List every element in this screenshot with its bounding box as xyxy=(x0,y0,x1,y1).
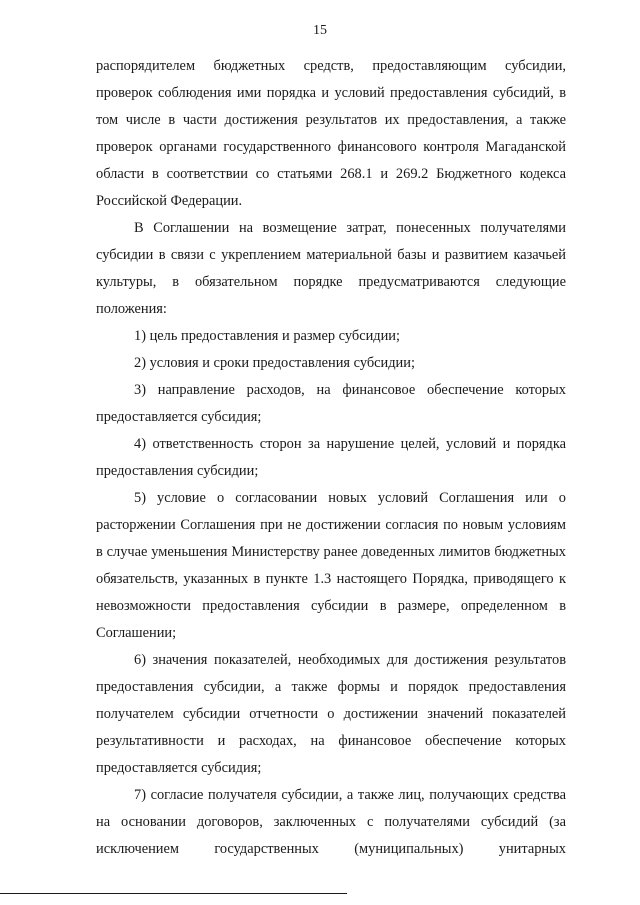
list-item-5: 5) условие о согласовании новых условий Соглашения или о расторжении Соглашения при не достижении согласия по новым условиям в случае уменьшения Министерству ранее доведенных лимитов бюджетных обязательств, указанных в пункте 1.3 настоящего Порядка, приводящего к невозможности предоставления субсидии в размере, определенном в Соглашении; xyxy=(96,490,566,641)
footer-divider xyxy=(0,893,347,894)
page-number: 15 xyxy=(313,23,327,38)
list-item-1: 1) цель предоставления и размер субсидии; xyxy=(134,328,401,344)
document-body xyxy=(96,53,566,863)
list-item-6: 6) значения показателей, необходимых для достижения результатов предоставления субсидии, а также формы и порядок предоставления получателем субсидии отчетности о достижении значений показателей результативности и расходах, на финансовое обеспечение которых предоставляется субсидия; xyxy=(96,652,566,776)
list-item-7: 7) согласие получателя субсидии, а также лиц, получающих средства на основании договоров, заключенных с получателями субсидий (за исключением государственных (муниципальных) унитарных xyxy=(96,787,566,857)
list-item-3: 3) направление расходов, на финансовое обеспечение которых предоставляется субсидия; xyxy=(96,382,566,425)
list-item-2: 2) условия и сроки предоставления субсидии; xyxy=(134,355,415,371)
paragraph-agreement-intro: В Соглашении на возмещение затрат, понесенных получателями субсидии в связи с укреплением материальной базы и развитием казачьей культуры, в обязательном порядке предусматриваются следующие положения: xyxy=(96,220,566,317)
list-item-4: 4) ответственность сторон за нарушение целей, условий и порядка предоставления субсидии; xyxy=(96,436,566,479)
paragraph-continuation: распорядителем бюджетных средств, предоставляющим субсидии, проверок соблюдения ими порядка и условий предоставления субсидий, в том числе в части достижения результатов их предоставления, а также проверок органами государственного финансового контроля Магаданской области в соответствии со статьями 268.1 и 269.2 Бюджетного кодекса Российской Федерации. xyxy=(96,58,566,209)
